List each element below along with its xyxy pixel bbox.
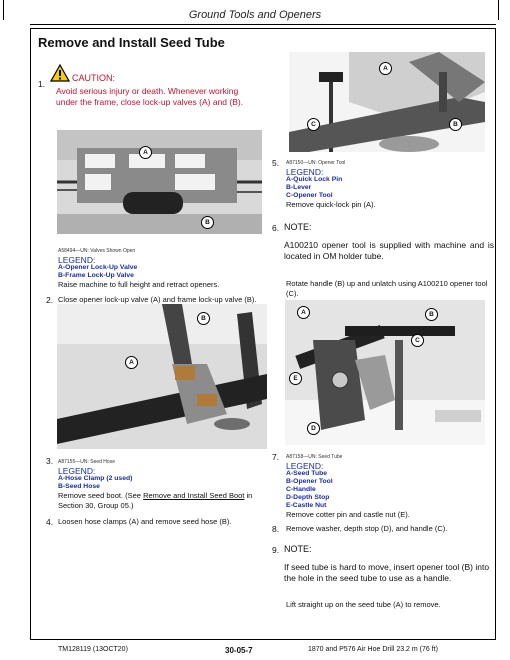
figure-seed-tube-image bbox=[285, 300, 485, 445]
callout-e: E bbox=[289, 372, 302, 385]
footer-doc-id: TM128119 (13OCT20) bbox=[58, 646, 128, 653]
figure-caption: A87150—UN: Opener Tool bbox=[286, 160, 346, 166]
callout-d: D bbox=[307, 422, 320, 435]
legend-item: B-Opener Tool bbox=[286, 478, 333, 485]
figure-caption: A87158—UN: Seed Tube bbox=[286, 454, 343, 460]
legend-item: C-Opener Tool bbox=[286, 192, 333, 199]
callout-b: B bbox=[201, 216, 214, 229]
caution-label: CAUTION: bbox=[72, 73, 116, 83]
callout-a: A bbox=[297, 306, 310, 319]
legend-item: B-Lever bbox=[286, 184, 312, 191]
legend-item: A-Seed Tube bbox=[286, 470, 328, 477]
note-text: A100210 opener tool is supplied with machine and is located in OM holder tube. bbox=[284, 240, 494, 261]
callout-b: B bbox=[449, 118, 462, 131]
figure-opener-tool-image bbox=[289, 52, 485, 152]
step-number: 5. bbox=[272, 158, 280, 168]
step-text: Remove cotter pin and castle nut (E). bbox=[286, 510, 410, 519]
step-text: Remove quick-lock pin (A). bbox=[286, 200, 376, 209]
legend-title: LEGEND: bbox=[286, 461, 324, 471]
legend-title: LEGEND: bbox=[286, 167, 324, 177]
step-text-before: Remove seed boot. (See bbox=[58, 491, 141, 500]
step-text: Rotate handle (B) up and unlatch using A100210 opener tool (C). bbox=[286, 279, 488, 298]
callout-a: A bbox=[139, 146, 152, 159]
callout-c: C bbox=[307, 118, 320, 131]
callout-a: A bbox=[379, 62, 392, 75]
caution-text: Avoid serious injury or death. Whenever working under the frame, close lock-up valves (A) and (B). bbox=[56, 86, 244, 107]
step-number: 2. bbox=[46, 295, 54, 305]
step-number: 4. bbox=[46, 517, 54, 527]
cross-reference-link[interactable]: Remove and Install Seed Boot bbox=[143, 491, 245, 500]
legend-item: D-Depth Stop bbox=[286, 494, 330, 501]
step-text: Raise machine to full height and retract openers. bbox=[58, 280, 220, 289]
step-number: 6. bbox=[272, 223, 280, 233]
note-text: If seed tube is hard to move, insert opener tool (B) into the hole in the seed tube to use as a handle. bbox=[284, 562, 490, 583]
step-number: 9. bbox=[272, 545, 280, 555]
step-text: Lift straight up on the seed tube (A) to remove. bbox=[286, 600, 441, 609]
callout-c: C bbox=[411, 334, 424, 347]
legend-item: A-Hose Clamp (2 used) bbox=[58, 475, 133, 482]
legend-item: A-Opener Lock-Up Valve bbox=[58, 264, 138, 271]
step-number: 1. bbox=[38, 79, 46, 89]
figure-caption: A87155—UN: Seed Hose bbox=[58, 459, 115, 465]
step-text-after: in Section 30, Group 05.) bbox=[58, 491, 253, 510]
legend-item: E-Castle Nut bbox=[286, 502, 327, 509]
step-number: 7. bbox=[272, 452, 280, 462]
legend-item: A-Quick Lock Pin bbox=[286, 176, 343, 183]
callout-a: A bbox=[125, 356, 138, 369]
legend-item: B-Frame Lock-Up Valve bbox=[58, 272, 134, 279]
note-label: NOTE: bbox=[284, 544, 312, 554]
footer-page-number: 30-05-7 bbox=[225, 646, 253, 655]
figure-seed-hose-image bbox=[57, 304, 267, 449]
callout-b: B bbox=[425, 308, 438, 321]
figure-valves-image bbox=[57, 130, 262, 234]
step-text: Remove washer, depth stop (D), and handle (C). bbox=[286, 524, 448, 533]
step-text bbox=[58, 491, 268, 511]
legend-title: LEGEND: bbox=[58, 466, 96, 476]
callout-b: B bbox=[197, 312, 210, 325]
step-text: Close opener lock-up valve (A) and frame lock-up valve (B). bbox=[58, 295, 257, 304]
section-title: Remove and Install Seed Tube bbox=[38, 35, 225, 50]
header-rule bbox=[30, 24, 496, 25]
note-label: NOTE: bbox=[284, 222, 312, 232]
figure-caption: A58494—UN: Valves Shown Open bbox=[58, 248, 136, 254]
running-header: Ground Tools and Openers bbox=[188, 9, 322, 21]
step-number: 8. bbox=[272, 524, 280, 534]
footer-product: 1870 and P576 Air Hoe Drill 23.2 m (76 ft) bbox=[308, 646, 438, 653]
legend-title: LEGEND: bbox=[58, 255, 96, 265]
warning-triangle-icon bbox=[50, 64, 70, 87]
step-text: Loosen hose clamps (A) and remove seed hose (B). bbox=[58, 517, 232, 526]
step-number: 3. bbox=[46, 456, 54, 466]
legend-item: C-Handle bbox=[286, 486, 316, 493]
legend-item: B-Seed Hose bbox=[58, 483, 100, 490]
